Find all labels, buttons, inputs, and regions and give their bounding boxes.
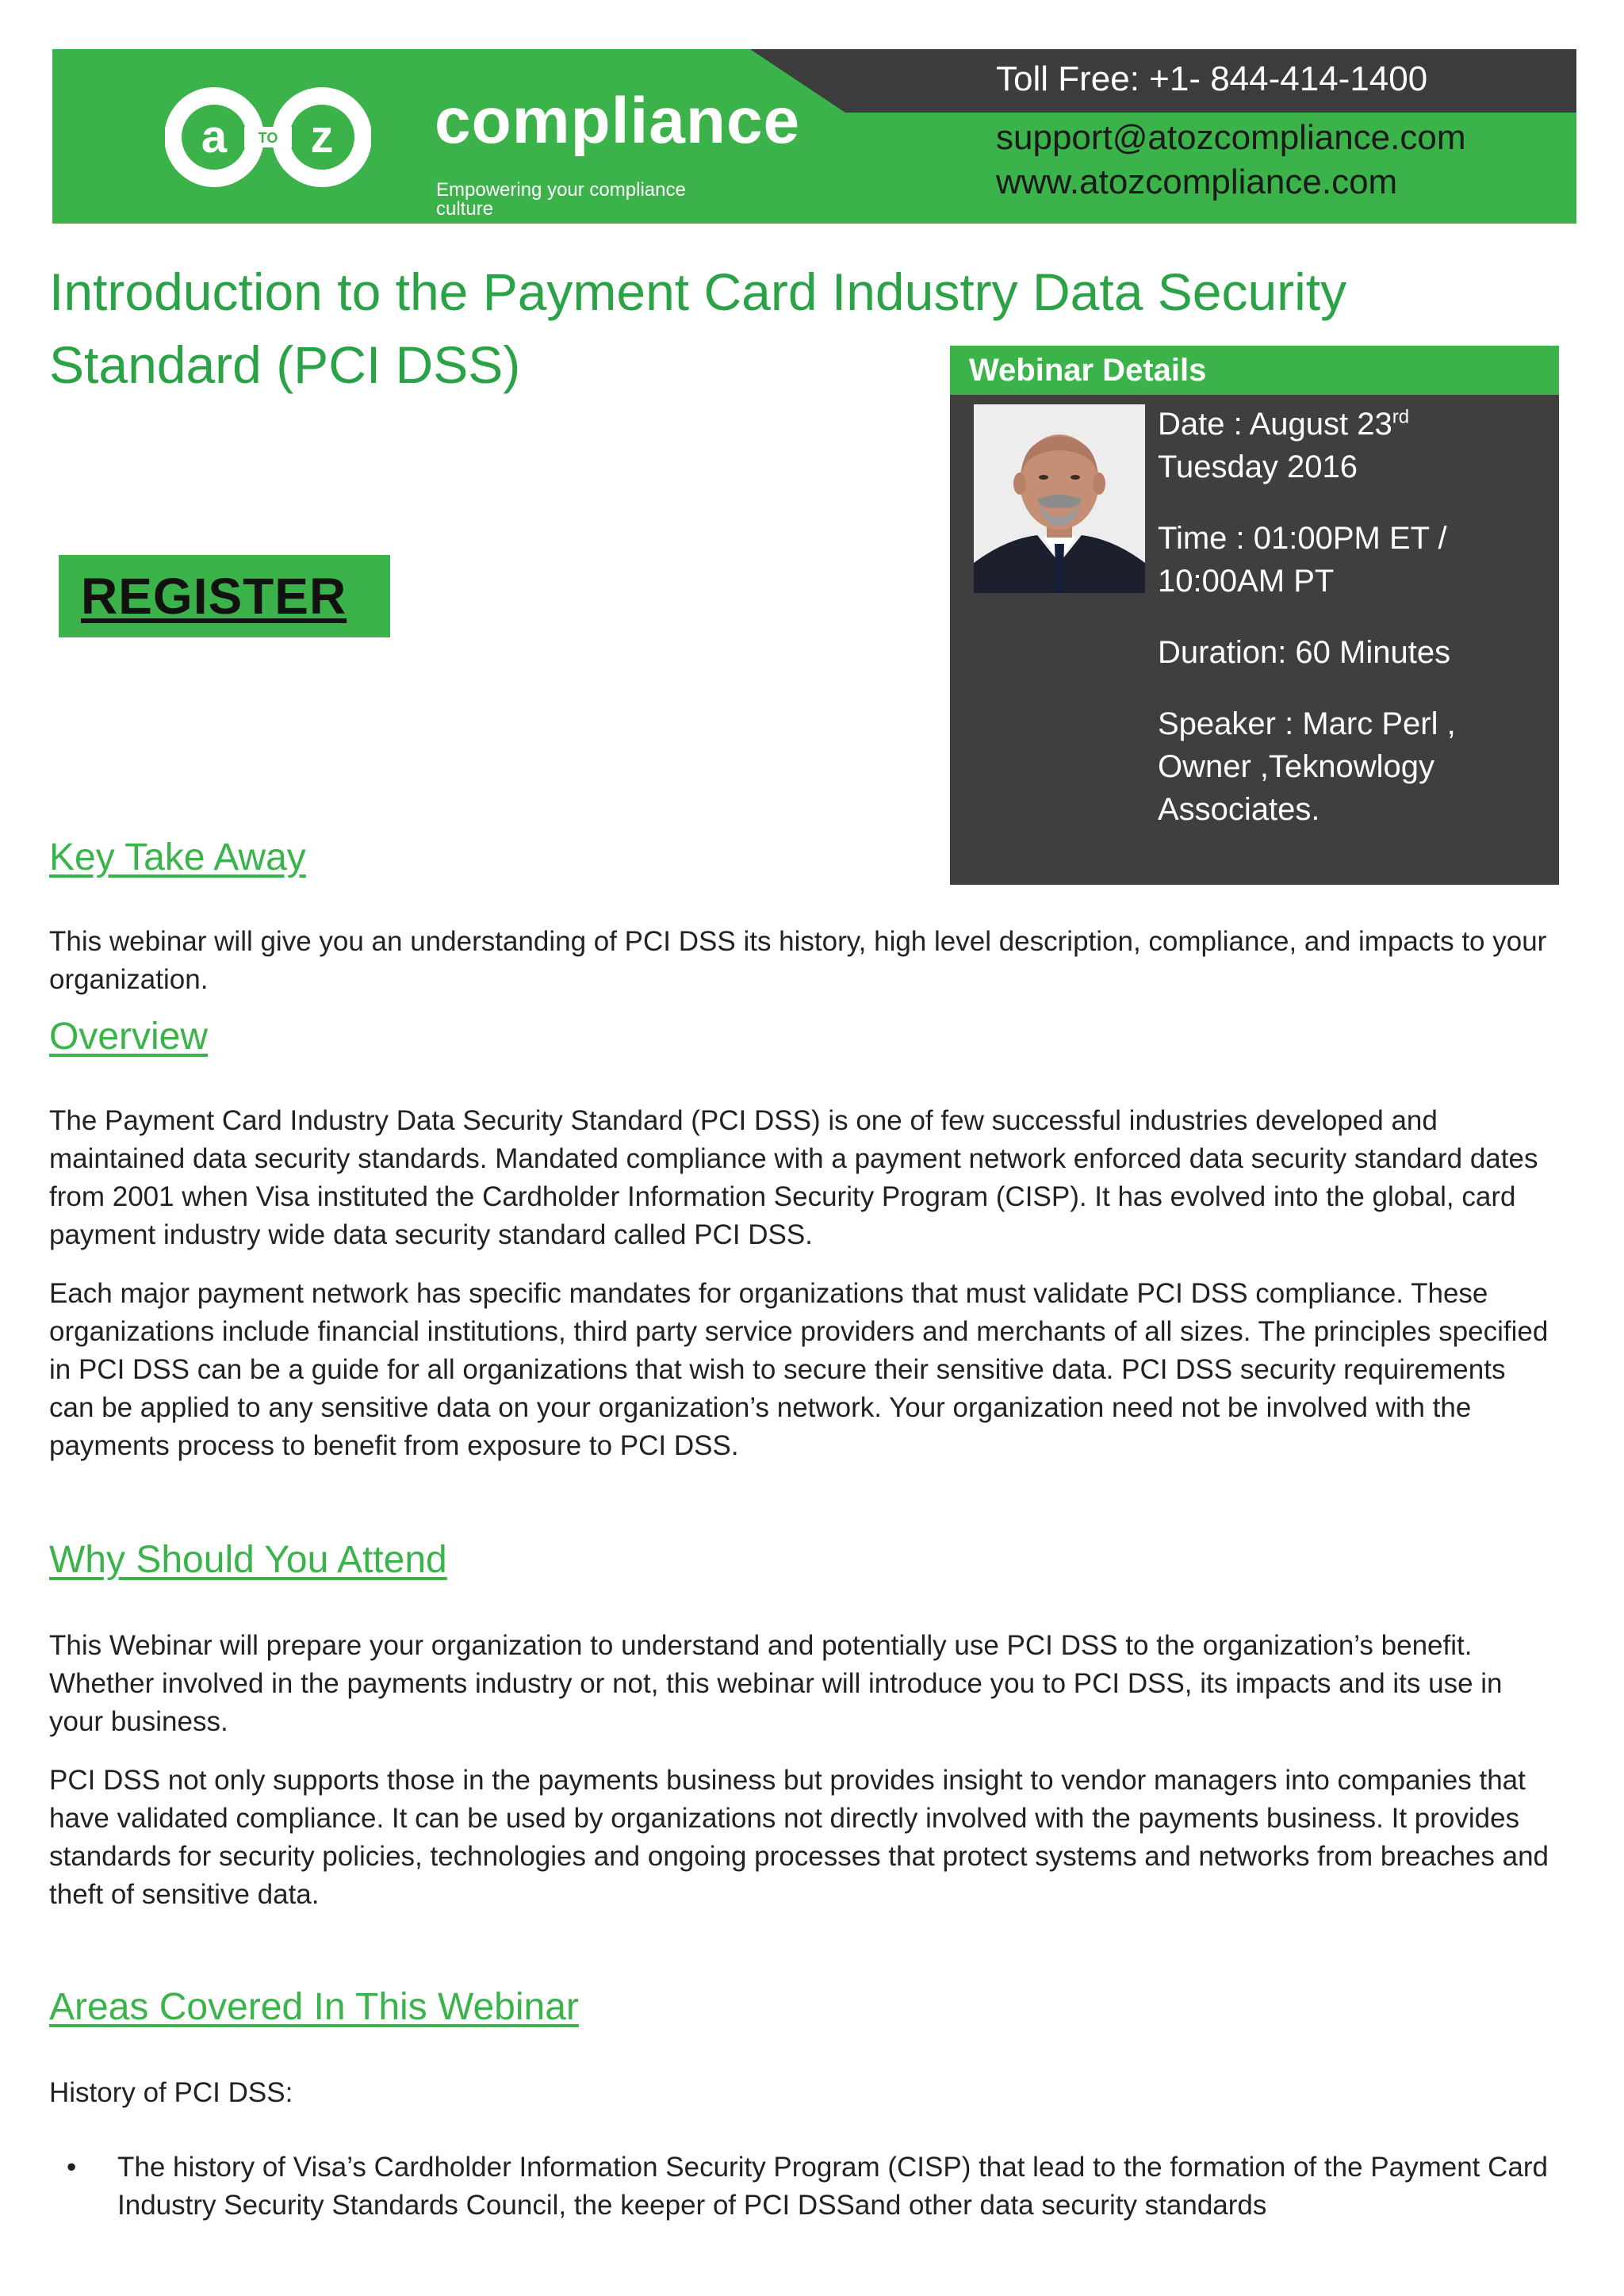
overview-paragraph-1: The Payment Card Industry Data Security Standard (PCI DSS) is one of few successful industries developed and maintained data security standards. Mandated compliance with a payment network enforced data security standard dates from 2001 when Visa instituted the Cardholder Information Security Program (CISP). It has evolved into the global, card payment industry wide data security standard called PCI DSS. [49,1105,1538,1250]
page-title: Introduction to the Payment Card Industry Data Security Standard (PCI DSS) [49,262,1347,394]
why-attend-paragraph-2: PCI DSS not only supports those in the payments business but provides insight to vendor managers into companies that have validated compliance. It can be used by organizations not directly involved with the payments business. It provides standards for security policies, technologies and ongoing processes that protect systems and networks from breaches and theft of sensitive data. [49,1765,1549,1910]
speaker-photo [974,404,1145,593]
webinar-details-heading: Webinar Details [950,346,1559,395]
atoz-logo-mark-icon [165,86,371,189]
webinar-duration: Duration: 60 Minutes [1158,635,1451,670]
speaker-portrait-icon [974,404,1145,593]
toll-free-phone[interactable]: Toll Free: +1- 844-414-1400 [996,59,1428,98]
bullet-icon: • [67,2152,77,2183]
key-takeaway-heading[interactable]: Key Take Away [49,836,306,878]
website-link[interactable]: www.atozcompliance.com [996,163,1398,201]
atoz-logo[interactable] [116,71,801,220]
logo-tagline: Empowering your compliance culture [436,179,686,220]
logo-wordmark: compliance [435,85,801,157]
register-button[interactable] [59,555,390,637]
webinar-time: Time : 01:00PM ET / 10:00AM PT [1158,521,1447,599]
overview-heading[interactable]: Overview [49,1016,209,1058]
logo-badge: TO [258,130,278,146]
register-button-label: REGISTER [81,568,347,625]
webinar-details-info [1158,403,1546,859]
webinar-date: Date : August 23rd Tuesday 2016 [1158,406,1410,484]
svg-text:a: a [201,111,228,163]
svg-text:z: z [310,111,334,163]
list-item-text: The history of Visa’s Cardholder Information Security Program (CISP) that lead to the formation of the Payment Card Industry Security Standards Council, the keeper of PCI DSSand other data security standards [117,2152,1548,2221]
support-email-link[interactable]: support@atozcompliance.com [996,118,1466,157]
areas-subheading: History of PCI DSS: [49,2077,293,2108]
overview-paragraph-2: Each major payment network has specific mandates for organizations that must validate PCI DSS compliance. These organizations include financial institutions, third party service providers and merchants of all sizes. The principles specified in PCI DSS can be a guide for all organizations that wish to secure their sensitive data. PCI DSS security requirements can be applied to any sensitive data on your organization’s network. Your organization need not be involved with the payments process to benefit from exposure to PCI DSS. [49,1278,1549,1461]
header-banner [52,49,1576,224]
webinar-speaker: Speaker : Marc Perl , Owner ,Teknowlogy Associates. [1158,706,1456,827]
why-attend-heading[interactable]: Why Should You Attend [49,1539,447,1581]
why-attend-paragraph-1: This Webinar will prepare your organization to understand and potentially use PCI DSS to the organization’s benefit. Whether involved in the payments industry or not, this webinar will introduce you to PCI DSS, its impacts and its use in your business. [49,1630,1503,1737]
webinar-details-card [950,346,1559,885]
key-takeaway-text: This webinar will give you an understanding of PCI DSS its history, high level description, compliance, and impacts to your organization. [49,926,1547,995]
areas-covered-heading[interactable]: Areas Covered In This Webinar [49,1986,579,2028]
